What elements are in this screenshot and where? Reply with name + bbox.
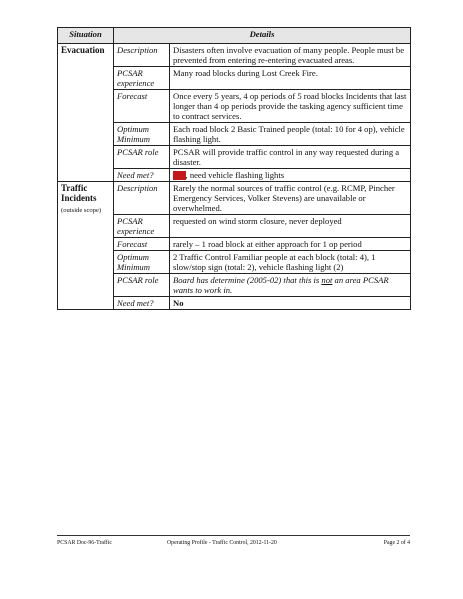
row-text	[170, 274, 411, 297]
need-met-text: , need vehicle flashing lights	[185, 170, 285, 180]
row-text: Rarely the normal sources of traffic control (e.g. RCMP, Pincher Emergency Services, Volker Stevens) are unavailable or overwhelmed.	[170, 182, 411, 215]
row-text: Many road blocks during Lost Creek Fire.	[170, 67, 411, 90]
row-text: No	[170, 297, 411, 310]
row-label: Forecast	[114, 90, 170, 123]
row-label: PCSAR experience	[114, 215, 170, 238]
role-text-before: Board has determine (2005-02) that this is	[173, 275, 322, 285]
row-label: Need met?	[114, 169, 170, 182]
page-footer	[57, 535, 410, 546]
row-label: Optimum Minimum	[114, 123, 170, 146]
situation-note: (outside scope)	[61, 207, 102, 214]
row-text: requested on wind storm closure, never deployed	[170, 215, 411, 238]
table-header-row	[58, 28, 411, 44]
role-text-underline: not	[321, 275, 333, 285]
row-text: Once every 5 years, 4 op periods of 5 road blocks Incidents that last longer than 4 op periods provide the tasking agency sufficient time to contract services.	[170, 90, 411, 123]
situation-name: Evacuation	[61, 45, 105, 55]
profile-table	[57, 27, 411, 310]
header-situation: Situation	[58, 28, 114, 44]
row-text: Disasters often involve evacuation of many people. People must be prevented from entering re-entering evacuated areas.	[170, 44, 411, 67]
row-label: PCSAR role	[114, 274, 170, 297]
table-row	[58, 44, 411, 67]
footer-title: Operating Profile - Traffic Control, 2012-11-20	[167, 540, 277, 546]
situation-cell	[58, 182, 114, 310]
footer-page-number: Page 2 of 4	[383, 540, 410, 546]
header-details: Details	[114, 28, 411, 44]
row-label: Description	[114, 182, 170, 215]
situation-name: Traffic Incidents	[61, 183, 97, 203]
row-label: PCSAR role	[114, 146, 170, 169]
table-row	[58, 182, 411, 215]
footer-doc-id: PCSAR Doc-96-Traffic	[57, 540, 112, 546]
row-text: Each road block 2 Basic Trained people (total: 10 for 4 op), vehicle flashing light.	[170, 123, 411, 146]
situation-cell	[58, 44, 114, 182]
row-label: Need met?	[114, 297, 170, 310]
row-label: Description	[114, 44, 170, 67]
row-text: PCSAR will provide traffic control in any way requested during a disaster.	[170, 146, 411, 169]
row-label: PCSAR experience	[114, 67, 170, 90]
row-text: rarely – 1 road block at either approach for 1 op period	[170, 238, 411, 251]
row-text	[170, 169, 411, 182]
row-label: Optimum Minimum	[114, 251, 170, 274]
row-text: 2 Traffic Control Familiar people at each block (total: 4), 1 slow/stop sign (total: 2), vehicle flashing light (2)	[170, 251, 411, 274]
role-text-after: an area PCSAR wants to work in.	[173, 275, 389, 295]
redacted-answer: No	[174, 170, 185, 180]
row-label: Forecast	[114, 238, 170, 251]
